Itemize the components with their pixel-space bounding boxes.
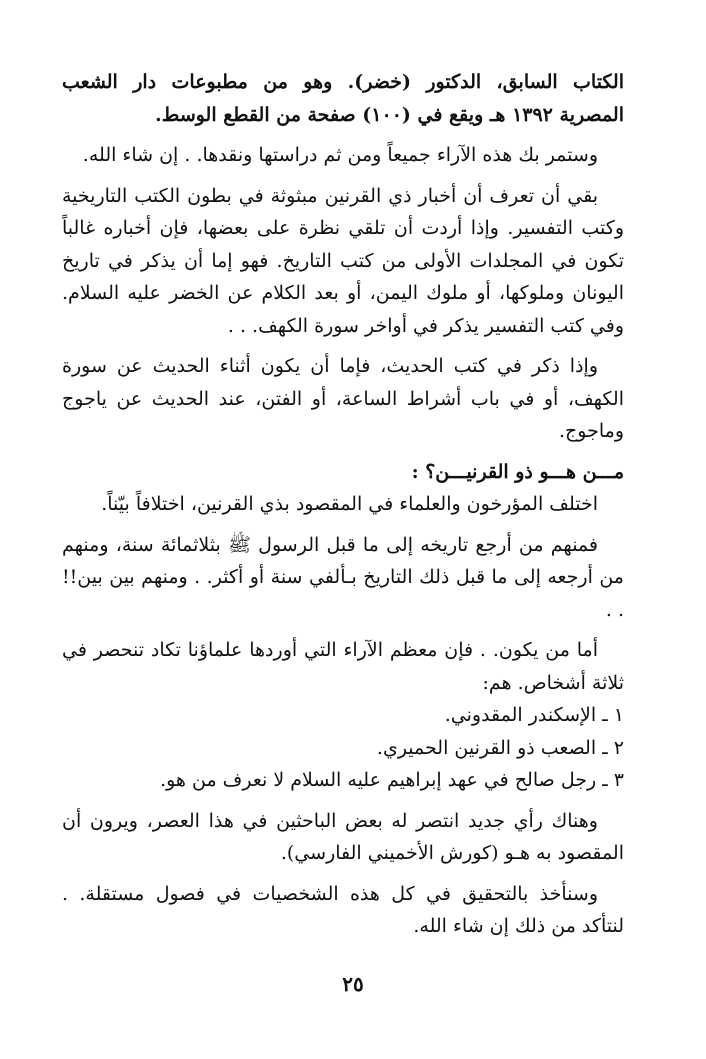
page-number: ٢٥ xyxy=(342,972,364,996)
paragraph-new-opinion: وهناك رأي جديد انتصر له بعض الباحثين في هذا العصر، ويرون أن المقصود به هـو (كورش الأخميني الفارسي). xyxy=(62,809,624,864)
paragraph-future-study: وستمر بك هذه الآراء جميعاً ومن ثم دراستها ونقدها. . إن شاء الله. xyxy=(82,144,598,166)
continuation-paragraph: الكتاب السابق، الدكتور (خضر). وهو من مطبوعات دار الشعب المصرية ١٣٩٢ هـ ويقع في (١٠٠) صفحة من القطع الوسط. xyxy=(62,71,624,126)
paragraph-sources: بقي أن تعرف أن أخبار ذي القرنين مبثوثة في بطون الكتب التاريخية وكتب التفسير. وإذا أردت أن تلقي نظرة على بعضها، فإن أخباره غالباً تكون في المجلدات الأولى من كتب التاريخ. فهو إما أن يذكر في تاريخ اليونان وملوكها، أو ملوك اليمن، أو بعد الكلام عن الخضر عليه السلام. وفي كتب التفسير يذكر في أواخر سورة الكهف. . . xyxy=(62,184,624,337)
list-item: ٢ ـ الصعب ذو القرنين الحميري. xyxy=(376,736,624,759)
page-body xyxy=(62,66,624,943)
section-intro: اختلف المؤرخون والعلماء في المقصود بذي القرنين، اختلافاً بيّناً. xyxy=(101,493,598,515)
paragraph-three-persons: أما من يكون. . فإن معظم الآراء التي أوردها علماؤنا تكاد تنحصر في ثلاثة أشخاص. هم: xyxy=(62,639,624,694)
paragraph-conclusion: وسنأخذ بالتحقيق في كل هذه الشخصيات في فصول مستقلة. . لنتأكد من ذلك إن شاء الله. xyxy=(62,882,624,937)
section-heading: مـــن هـــو ذو القرنيـــن؟ : xyxy=(411,460,624,483)
paragraph-dating: فمنهم من أرجع تاريخه إلى ما قبل الرسول ﷺ بثلاثمائة سنة، ومنهم من أرجعه إلى ما قبل ذلك التاريخ بـألفي سنة أو أكثر. . ومنهم بين بين!! . . xyxy=(62,533,624,621)
paragraph-hadith: وإذا ذكر في كتب الحديث، فإما أن يكون أثناء الحديث عن سورة الكهف، أو في باب أشراط الساعة، أو الفتن، عند الحديث عن ياجوج وماجوج. xyxy=(62,355,624,442)
persons-list xyxy=(62,699,624,797)
list-item: ١ ـ الإسكندر المقدوني. xyxy=(444,704,624,726)
list-item: ٣ ـ رجل صالح في عهد إبراهيم عليه السلام لا نعرف من هو. xyxy=(160,769,624,791)
